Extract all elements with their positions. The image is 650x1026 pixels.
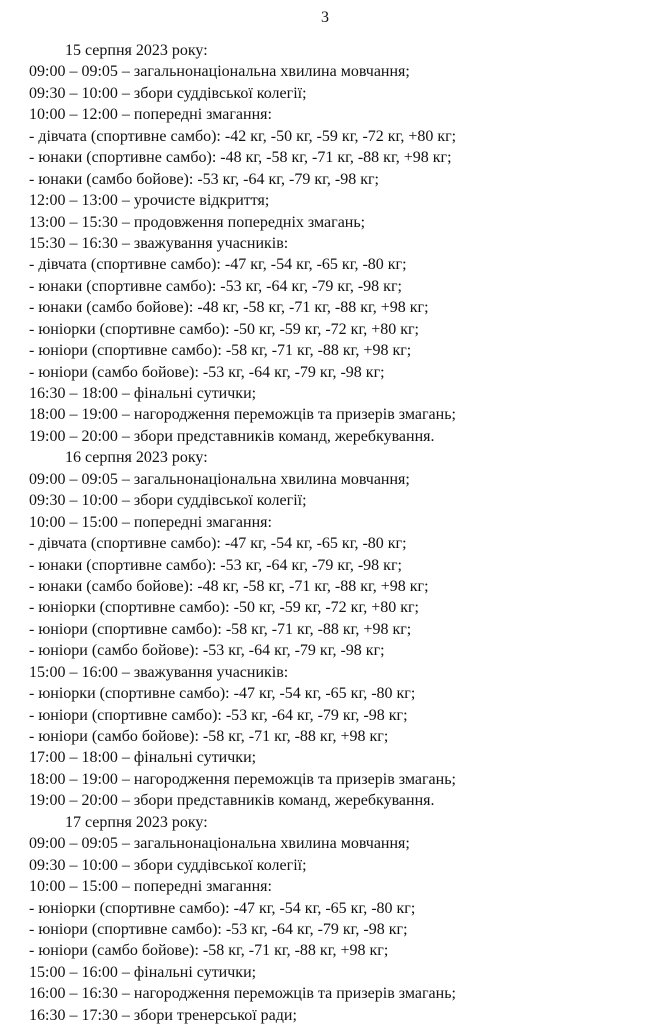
schedule-line: 10:00 – 15:00 – попередні змагання: (29, 513, 272, 531)
schedule-line: - юніори (самбо бойове): -53 кг, -64 кг, -79 кг, -98 кг; (29, 642, 385, 660)
schedule-date-heading: 17 серпня 2023 року: (65, 813, 208, 831)
schedule-line: - юнаки (спортивне самбо): -53 кг, -64 кг, -79 кг, -98 кг; (29, 277, 402, 295)
schedule-line: 16:30 – 17:30 – збори тренерської ради; (29, 1006, 297, 1024)
schedule-line: 19:00 – 20:00 – збори представників команд, жеребкування. (29, 792, 435, 810)
schedule-line: 15:00 – 16:00 – фінальні сутички; (29, 963, 257, 981)
schedule-line: 09:00 – 09:05 – загальнонаціональна хвилина мовчання; (29, 470, 410, 488)
schedule-line: 19:00 – 20:00 – збори представників команд, жеребкування. (29, 427, 435, 445)
schedule-date-heading: 15 серпня 2023 року: (65, 42, 208, 59)
schedule-line: - дівчата (спортивне самбо): -42 кг, -50 кг, -59 кг, -72 кг, +80 кг; (29, 127, 457, 145)
schedule-line: 15:30 – 16:30 – зважування учасників: (29, 234, 289, 252)
schedule-line: - юніорки (спортивне самбо): -47 кг, -54 кг, -65 кг, -80 кг; (29, 899, 416, 917)
schedule-line: - юнаки (самбо бойове): -53 кг, -64 кг, -79 кг, -98 кг; (29, 170, 379, 188)
schedule-line: - юніорки (спортивне самбо): -50 кг, -59 кг, -72 кг, +80 кг; (29, 599, 419, 617)
schedule-line: 09:00 – 09:05 – загальнонаціональна хвилина мовчання; (29, 835, 410, 853)
schedule-date-heading: 16 серпня 2023 року: (65, 449, 208, 467)
schedule-line: 10:00 – 15:00 – попередні змагання: (29, 878, 272, 896)
schedule-line: 09:30 – 10:00 – збори суддівської колегії; (29, 84, 307, 102)
schedule-line: - юніори (самбо бойове): -58 кг, -71 кг, -88 кг, +98 кг; (29, 942, 389, 960)
schedule-line: - юніори (спортивне самбо): -53 кг, -64 кг, -79 кг, -98 кг; (29, 706, 408, 724)
schedule-line: 17:00 – 18:00 – фінальні сутички; (29, 749, 257, 767)
schedule-line: 09:00 – 09:05 – загальнонаціональна хвилина мовчання; (29, 63, 410, 81)
schedule-line: - юнаки (спортивне самбо): -48 кг, -58 кг, -71 кг, -88 кг, +98 кг; (29, 149, 452, 167)
schedule-line: 09:30 – 10:00 – збори суддівської колегії; (29, 856, 307, 874)
schedule-line: 09:30 – 10:00 – збори суддівської колегії; (29, 492, 307, 510)
schedule-line: 15:00 – 16:00 – зважування учасників: (29, 663, 289, 681)
schedule-line: - юніори (самбо бойове): -58 кг, -71 кг, -88 кг, +98 кг; (29, 728, 389, 745)
schedule-line: - дівчата (спортивне самбо): -47 кг, -54 кг, -65 кг, -80 кг; (29, 535, 407, 553)
schedule-line: 18:00 – 19:00 – нагородження переможців та призерів змагань; (29, 770, 456, 788)
schedule-line: 13:00 – 15:30 – продовження попередніх змагань; (29, 213, 366, 231)
page-number: 3 (321, 9, 329, 26)
schedule-line: 16:30 – 18:00 – фінальні сутички; (29, 385, 257, 402)
schedule-line: - юнаки (самбо бойове): -48 кг, -58 кг, -71 кг, -88 кг, +98 кг; (29, 299, 429, 317)
schedule-line: 10:00 – 12:00 – попередні змагання: (29, 106, 272, 124)
schedule-line: - юнаки (спортивне самбо): -53 кг, -64 кг, -79 кг, -98 кг; (29, 556, 402, 574)
schedule-text (29, 40, 641, 1026)
schedule-line: 16:00 – 16:30 – нагородження переможців та призерів змагань; (29, 985, 456, 1003)
schedule-line: - юніори (спортивне самбо): -58 кг, -71 кг, -88 кг, +98 кг; (29, 342, 412, 360)
schedule-line: 18:00 – 19:00 – нагородження переможців та призерів змагань; (29, 406, 456, 424)
schedule-line: - юніорки (спортивне самбо): -50 кг, -59 кг, -72 кг, +80 кг; (29, 320, 419, 338)
schedule-line: - дівчата (спортивне самбо): -47 кг, -54 кг, -65 кг, -80 кг; (29, 256, 407, 274)
schedule-line: 12:00 – 13:00 – урочисте відкриття; (29, 192, 270, 210)
schedule-line: - юніори (спортивне самбо): -58 кг, -71 кг, -88 кг, +98 кг; (29, 620, 412, 638)
schedule-line: - юніори (самбо бойове): -53 кг, -64 кг, -79 кг, -98 кг; (29, 363, 385, 381)
schedule-line: - юніори (спортивне самбо): -53 кг, -64 кг, -79 кг, -98 кг; (29, 920, 408, 938)
schedule-line: - юніорки (спортивне самбо): -47 кг, -54 кг, -65 кг, -80 кг; (29, 685, 416, 703)
schedule-line: - юнаки (самбо бойове): -48 кг, -58 кг, -71 кг, -88 кг, +98 кг; (29, 577, 429, 595)
